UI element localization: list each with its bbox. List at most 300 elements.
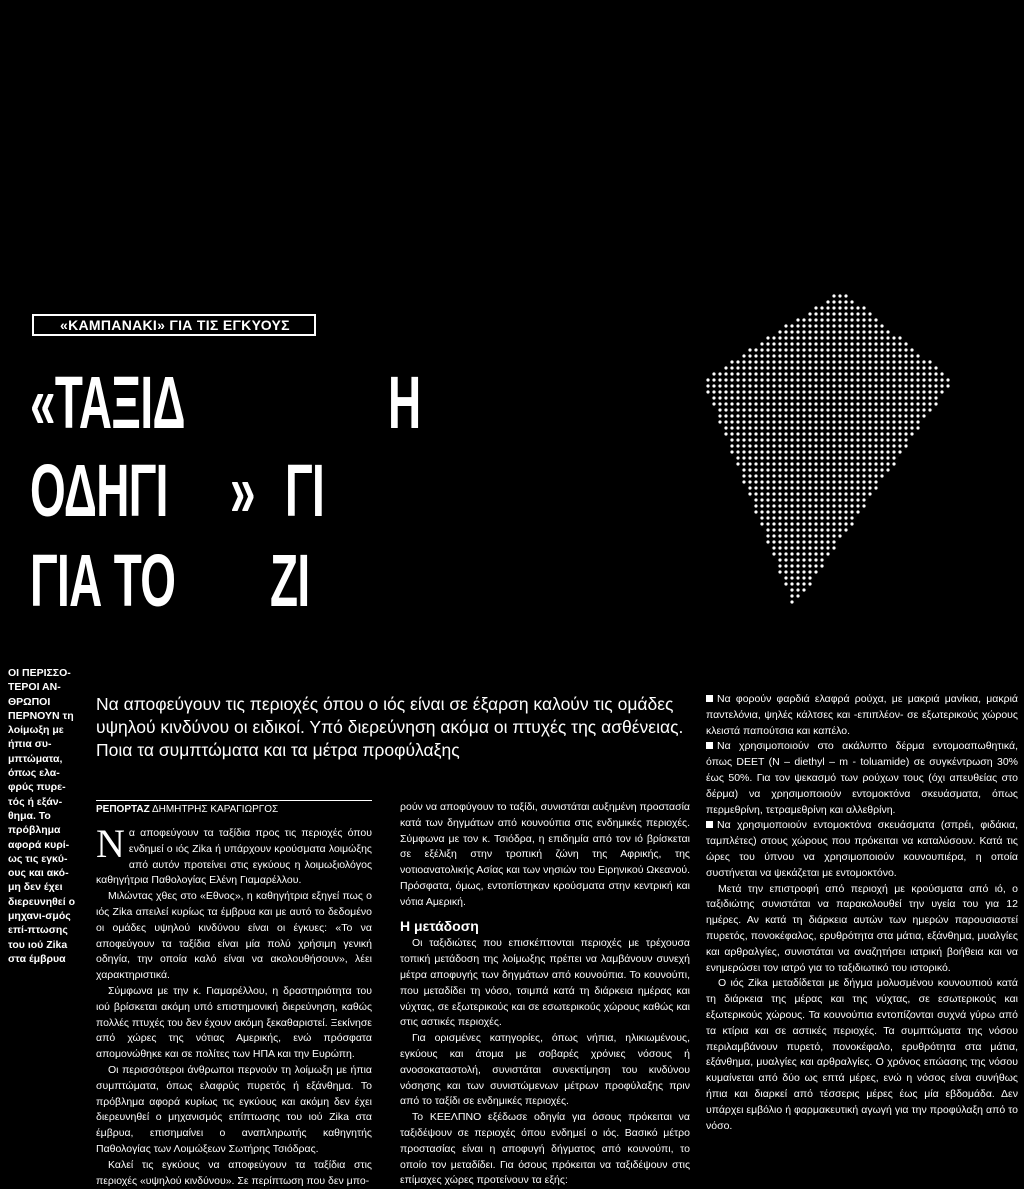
col1-paragraph: Οι περισσότεροι άνθρωποι περνούν τη λοίμωξη με ήπια συμπτώματα, όπως ελαφρύς πυρετός ή εξάνθημα. Το πρόβλημα αφορά κυρίως τις εγκύους και ακόμη δεν έχει διερευνηθεί ο μηχανισμός επίπτωσης του ιού Zika στα έμβρυα, επισημαίνει ο αναπληρωτής καθηγητής Παθολογίας των Λοιμώξεων Σωτήρης Τσιόδρας.: [96, 1063, 372, 1155]
map-dot: [904, 420, 907, 423]
map-dot: [826, 408, 829, 411]
map-dot: [928, 378, 931, 381]
map-dot: [784, 516, 787, 519]
map-dot: [892, 402, 895, 405]
article-column-1: [96, 821, 372, 1189]
map-dot: [784, 438, 787, 441]
map-dot: [760, 468, 763, 471]
map-dot: [808, 438, 811, 441]
map-dot: [796, 564, 799, 567]
map-dot: [784, 414, 787, 417]
map-dot: [850, 426, 853, 429]
map-dot: [808, 396, 811, 399]
map-dot: [820, 462, 823, 465]
map-dot: [886, 438, 889, 441]
map-dot: [862, 456, 865, 459]
map-dot: [772, 516, 775, 519]
map-dot: [802, 522, 805, 525]
map-dot: [826, 342, 829, 345]
map-dot: [880, 444, 883, 447]
map-dot: [790, 534, 793, 537]
map-dot: [808, 426, 811, 429]
map-dot: [802, 426, 805, 429]
map-dot: [868, 396, 871, 399]
map-dot: [754, 396, 757, 399]
map-dot: [802, 450, 805, 453]
map-dot: [838, 420, 841, 423]
map-dot: [844, 318, 847, 321]
map-dot: [850, 354, 853, 357]
map-dot: [718, 408, 721, 411]
map-dot: [844, 366, 847, 369]
map-dot: [772, 336, 775, 339]
map-dot: [910, 366, 913, 369]
map-dot: [826, 324, 829, 327]
map-dot: [796, 522, 799, 525]
map-dot: [940, 390, 943, 393]
map-dot: [754, 426, 757, 429]
map-dot: [760, 348, 763, 351]
map-dot: [802, 588, 805, 591]
map-dot: [886, 384, 889, 387]
map-dot: [910, 432, 913, 435]
map-dot: [850, 372, 853, 375]
map-dot: [880, 336, 883, 339]
map-dot: [784, 480, 787, 483]
map-dot: [760, 486, 763, 489]
map-dot: [790, 456, 793, 459]
map-dot: [802, 390, 805, 393]
map-dot: [892, 396, 895, 399]
map-dot: [790, 414, 793, 417]
map-dot: [784, 366, 787, 369]
map-dot: [712, 390, 715, 393]
map-dot: [802, 378, 805, 381]
map-dot: [718, 396, 721, 399]
map-dot: [862, 348, 865, 351]
byline: [96, 800, 372, 815]
map-dot: [820, 420, 823, 423]
map-dot: [784, 378, 787, 381]
map-dot: [784, 522, 787, 525]
map-dot: [862, 360, 865, 363]
map-dot: [820, 546, 823, 549]
map-dot: [748, 408, 751, 411]
map-dot: [736, 456, 739, 459]
map-dot: [706, 384, 709, 387]
map-dot: [808, 372, 811, 375]
map-dot: [850, 432, 853, 435]
map-dot: [730, 426, 733, 429]
map-dot: [844, 456, 847, 459]
map-dot: [826, 306, 829, 309]
map-dot: [826, 390, 829, 393]
map-dot: [736, 432, 739, 435]
map-dot: [772, 540, 775, 543]
map-dot: [742, 354, 745, 357]
map-dot: [718, 378, 721, 381]
map-dot: [856, 462, 859, 465]
map-dot: [820, 384, 823, 387]
map-dot: [820, 312, 823, 315]
map-dot: [874, 474, 877, 477]
map-dot: [748, 426, 751, 429]
map-dot: [928, 366, 931, 369]
map-dot: [862, 408, 865, 411]
map-dot: [808, 342, 811, 345]
map-dot: [712, 396, 715, 399]
map-dot: [808, 354, 811, 357]
map-dot: [778, 342, 781, 345]
map-dot: [808, 312, 811, 315]
map-dot: [826, 330, 829, 333]
map-dot: [898, 336, 901, 339]
map-dot: [766, 408, 769, 411]
map-dot: [802, 462, 805, 465]
col1-paragraph: Σύμφωνα με την κ. Γιαμαρέλλου, η δραστηριότητα του ιού βρίσκεται ακόμη υπό επιστημονική διερεύνηση, καθώς πολλές πτυχές του δεν έχουν ακόμη ξεκαθαριστεί. Ξεκίνησε από χώρες της νότιας Αμερικής, ενώ πρόσφατα απομονώθηκε και σε πολίτες των ΗΠΑ και την Ευρώπη.: [96, 984, 372, 1061]
map-dot: [784, 540, 787, 543]
col2-paragraph: Για ορισμένες κατηγορίες, όπως νήπια, ηλικιωμένους, εγκύους και άτομα με σοβαρές χρόνιες νόσους ή ανοσοκαταστολή, συνιστάται συνεκτίμηση του κινδύνου νόσησης και των συνιστώμενων μέτρων προφύλαξης πριν από το ταξίδι σε ενδημικές περιοχές.: [400, 1032, 690, 1108]
map-dot: [916, 408, 919, 411]
map-dot: [754, 420, 757, 423]
map-dot: [820, 342, 823, 345]
map-dot: [856, 318, 859, 321]
map-dot: [730, 432, 733, 435]
map-dot: [850, 480, 853, 483]
map-dot: [790, 384, 793, 387]
map-dot: [838, 408, 841, 411]
map-dot: [832, 312, 835, 315]
map-dot: [886, 456, 889, 459]
map-dot: [904, 438, 907, 441]
map-dot: [796, 546, 799, 549]
map-dot: [928, 360, 931, 363]
map-dot: [856, 390, 859, 393]
map-dot: [910, 396, 913, 399]
col1-paragraph: α αποφεύγουν τα ταξίδια προς τις περιοχές όπου ενδημεί ο ιός Zika ή υπάρχουν κρούσματα λοιμώξης από αυτόν προτείνει στις εγκύους η λοιμωξιολόγος καθηγήτρια Παθολογίας Ελένη Γιαμαρέλλου.: [96, 827, 372, 887]
map-dot: [814, 468, 817, 471]
map-dot: [790, 390, 793, 393]
map-dot: [832, 318, 835, 321]
col2-paragraph: Το ΚΕΕΛΠΝΟ εξέδωσε οδηγία για όσους πρόκειται να ταξιδέψουν σε περιοχές όπου ενδημεί ο ιός. Βασικό μέτρο προστασίας είναι η αποφυγή δήγματος από κουνούπι, το οποίο τον μεταδίδει. Για όσους πρόκειται να ταξιδέψουν στις επίμαχες χώρες προτείνουν τα εξής:: [400, 1111, 690, 1187]
map-dot: [868, 354, 871, 357]
map-dot: [910, 348, 913, 351]
map-dot: [904, 342, 907, 345]
map-dot: [790, 408, 793, 411]
map-dot: [904, 360, 907, 363]
map-dot: [856, 348, 859, 351]
map-dot: [856, 342, 859, 345]
map-dot: [886, 354, 889, 357]
map-dot: [820, 306, 823, 309]
map-dot: [928, 396, 931, 399]
map-dot: [850, 306, 853, 309]
map-dot: [868, 486, 871, 489]
map-dot: [802, 336, 805, 339]
map-dot: [742, 444, 745, 447]
map-dot: [832, 492, 835, 495]
map-dot: [730, 366, 733, 369]
map-dot: [802, 456, 805, 459]
map-dot: [784, 468, 787, 471]
map-dot: [910, 378, 913, 381]
map-dot: [844, 510, 847, 513]
map-dot: [808, 582, 811, 585]
map-dot: [916, 384, 919, 387]
map-dot: [796, 384, 799, 387]
map-dot: [796, 408, 799, 411]
map-dot: [844, 402, 847, 405]
map-dot: [868, 456, 871, 459]
map-dot: [742, 402, 745, 405]
map-dot: [850, 504, 853, 507]
map-dot: [808, 498, 811, 501]
map-dot: [832, 378, 835, 381]
map-dot: [814, 324, 817, 327]
map-dot: [898, 444, 901, 447]
map-dot: [784, 576, 787, 579]
map-dot: [862, 390, 865, 393]
map-dot: [808, 420, 811, 423]
map-dot: [922, 402, 925, 405]
col3-paragraph: Μετά την επιστροφή από περιοχή με κρούσματα από ιό, ο ταξιδιώτης συνιστάται να παρακολουθεί την υγεία του για 12 ημέρες. Αν κατά τη διάρκεια αυτών των ημερών παρουσιαστεί πυρετός, πονοκέφαλος, ερυθρότητα στα μάτια, εξάνθημα, μυαλγίες και αρθραλγίες, συνιστάται να αναζητήσει ιατρική βοήθεια και να ενημερώσει τον ιατρό για το ταξιδιωτικό του ιστορικό.: [706, 882, 1018, 974]
map-dot: [826, 318, 829, 321]
map-dot: [850, 384, 853, 387]
map-dot: [838, 390, 841, 393]
map-dot: [760, 432, 763, 435]
map-dot: [844, 528, 847, 531]
map-dot: [820, 408, 823, 411]
map-dot: [862, 402, 865, 405]
map-dot: [796, 444, 799, 447]
map-dot: [850, 462, 853, 465]
map-dot: [880, 396, 883, 399]
bullet-item: Να χρησιμοποιούν εντομοκτόνα σκευάσματα (σπρέι, φιδάκια, ταμπλέτες) στους χώρους που πρόκειται να καταλύσουν. Κατά τις ώρες του ύπνου να χρησιμοποιούν κουνουπιέρα, η οποία συστήνεται να ψεκάζεται με εντομοκτόνο.: [706, 818, 1018, 881]
map-dot: [892, 462, 895, 465]
map-dot: [850, 474, 853, 477]
map-dot: [868, 336, 871, 339]
map-dot: [814, 456, 817, 459]
map-dot: [808, 330, 811, 333]
map-dot: [784, 390, 787, 393]
map-dot: [772, 462, 775, 465]
map-dot: [820, 390, 823, 393]
map-dot: [826, 510, 829, 513]
map-dot: [820, 480, 823, 483]
map-dot: [838, 462, 841, 465]
map-dot: [838, 444, 841, 447]
map-dot: [784, 342, 787, 345]
map-dot: [766, 348, 769, 351]
map-dot: [736, 450, 739, 453]
map-dot: [916, 414, 919, 417]
map-dot: [718, 390, 721, 393]
map-dot: [832, 528, 835, 531]
col3-paragraph: Ο ιός Zika μεταδίδεται με δήγμα μολυσμένου κουνουπιού κατά τη διάρκεια της μέρας και της νύχτας, σε εσωτερικούς και εξωτερικούς χώρους. Τα κουνούπια εντοπίζονται συχνά γύρω από τα κτίρια και σε αστικές περιοχές. Τα συμπτώματα της νόσου περιλαμβάνουν πυρετό, πονοκέφαλο, ερυθρότητα στα μάτια, εξάνθημα, μυαλγίες και αρθραλγίες. Ο χρόνος επώασης της νόσου κυμαίνεται από δύο ως επτά μέρες, ενώ η νόσος είναι συνήθως ήπια και διαρκεί από τέσσερις μέρες έως μία εβδομάδα. Δεν υπάρχει εμβόλιο ή φαρμακευτική αγωγή για την προφύλαξη από το νόσο.: [706, 977, 1018, 1132]
map-dot: [790, 348, 793, 351]
map-dot: [892, 420, 895, 423]
map-dot: [862, 462, 865, 465]
map-dot: [766, 360, 769, 363]
map-dot: [796, 420, 799, 423]
map-dot: [814, 396, 817, 399]
map-dot: [772, 534, 775, 537]
map-dot: [778, 474, 781, 477]
map-dot: [778, 378, 781, 381]
map-dot: [838, 360, 841, 363]
map-dot: [844, 390, 847, 393]
map-dot: [820, 516, 823, 519]
map-dot: [760, 456, 763, 459]
map-dot: [856, 450, 859, 453]
map-dot: [772, 498, 775, 501]
map-dot: [886, 336, 889, 339]
map-dot: [802, 546, 805, 549]
map-dot: [814, 390, 817, 393]
map-dot: [898, 378, 901, 381]
headline-line3-b: ΖΙ: [270, 539, 310, 622]
map-dot: [880, 324, 883, 327]
map-dot: [886, 414, 889, 417]
map-dot: [832, 486, 835, 489]
map-dot: [892, 372, 895, 375]
map-dot: [814, 306, 817, 309]
map-dot: [850, 492, 853, 495]
map-dot: [808, 516, 811, 519]
map-dot: [748, 378, 751, 381]
map-dot: [820, 498, 823, 501]
map-dot: [766, 366, 769, 369]
map-dot: [796, 510, 799, 513]
map-dot: [892, 360, 895, 363]
map-dot: [880, 426, 883, 429]
map-dot: [808, 402, 811, 405]
map-dot: [838, 306, 841, 309]
map-dot: [826, 534, 829, 537]
map-dot: [796, 558, 799, 561]
map-dot: [832, 390, 835, 393]
map-dot: [814, 432, 817, 435]
map-dot: [790, 522, 793, 525]
map-dot: [736, 378, 739, 381]
map-dot: [778, 558, 781, 561]
map-dot: [760, 522, 763, 525]
map-dot: [844, 384, 847, 387]
map-dot: [808, 546, 811, 549]
map-dot: [826, 546, 829, 549]
map-dot: [892, 342, 895, 345]
map-dot: [874, 444, 877, 447]
map-dot: [844, 468, 847, 471]
map-dot: [934, 390, 937, 393]
map-dot: [886, 432, 889, 435]
map-dot: [778, 432, 781, 435]
map-dot: [802, 492, 805, 495]
map-dot: [778, 504, 781, 507]
map-dot: [754, 456, 757, 459]
map-dot: [862, 336, 865, 339]
map-dot: [742, 372, 745, 375]
map-dot: [826, 438, 829, 441]
map-dot: [814, 516, 817, 519]
map-dot: [760, 516, 763, 519]
map-dot: [856, 486, 859, 489]
map-dot: [910, 390, 913, 393]
map-dot: [760, 462, 763, 465]
map-dot: [778, 390, 781, 393]
map-dot: [838, 300, 841, 303]
map-dot: [784, 552, 787, 555]
map-dot: [742, 378, 745, 381]
map-dot: [898, 360, 901, 363]
map-dot: [838, 456, 841, 459]
map-dot: [802, 510, 805, 513]
map-dot: [748, 360, 751, 363]
map-dot: [772, 402, 775, 405]
map-dot: [832, 546, 835, 549]
col1-paragraph: Μιλώντας χθες στο «Εθνος», η καθηγήτρια εξηγεί πως ο ιός Zika απειλεί κυρίως τα έμβρυα και με αυτό το δεδομένο οι ομάδες υψηλού κινδύνου είναι οι έγκυες: «Το να αποφεύγουν τα ταξίδια είναι μία πολύ χρήσιμη γενική οδηγία, την οποία καλό είναι να ακολουθήσουν», λέει χαρακτηριστικά.: [96, 890, 372, 982]
bullet-item: Να χρησιμοποιούν στο ακάλυπτο δέρμα εντομοαπωθητικά, όπως DEET (N – diethyl – m - toluamide) σε συγκέντρωση 30% έως 50%. Για τον ψεκασμό των ρούχων τους (όχι απευθείας στο δέρμα) να χρησιμοποιούν εντομοκτόνα σκευάσματα, όπως περμεθρίνη, τετραμεθρίνη και αλλεθρίνη.: [706, 739, 1018, 818]
map-dot: [748, 438, 751, 441]
map-dot: [910, 384, 913, 387]
map-dot: [868, 318, 871, 321]
map-dot: [844, 432, 847, 435]
map-dot: [820, 528, 823, 531]
map-dot: [724, 414, 727, 417]
map-dot: [850, 408, 853, 411]
map-dot: [880, 366, 883, 369]
map-dot: [892, 438, 895, 441]
map-dot: [808, 336, 811, 339]
map-dot: [862, 444, 865, 447]
map-dot: [796, 360, 799, 363]
map-dot: [754, 360, 757, 363]
map-dot: [820, 558, 823, 561]
map-dot: [802, 444, 805, 447]
map-dot: [892, 450, 895, 453]
map-dot: [802, 474, 805, 477]
map-dot: [760, 474, 763, 477]
map-dot: [844, 342, 847, 345]
map-dot: [820, 432, 823, 435]
map-dot: [874, 336, 877, 339]
map-dot: [844, 336, 847, 339]
map-dot: [868, 312, 871, 315]
map-dot: [766, 432, 769, 435]
map-dot: [820, 378, 823, 381]
sidebar-callout: ΟΙ ΠΕΡΙΣΣΟ-ΤΕΡΟΙ ΑΝ-ΘΡΩΠΟΙ ΠΕΡΝΟΥΝ τη λοίμωξη με ήπια συ-μπτώματα, όπως ελα-φρύς πυρε-τός ή εξάν-θημα. Το πρόβλημα αφορά κυρί-ως τις εγκύ-ους και ακό-μη δεν έχει διερευνηθεί ο μηχανι-σμός επί-πτωσης του ιού Zika στα έμβρυα: [8, 667, 76, 965]
map-dot: [886, 372, 889, 375]
map-dot: [820, 336, 823, 339]
map-dot: [814, 528, 817, 531]
map-dot: [862, 306, 865, 309]
map-dot: [772, 432, 775, 435]
map-dot: [862, 384, 865, 387]
map-dot: [844, 516, 847, 519]
map-dot: [790, 576, 793, 579]
map-dot: [946, 378, 949, 381]
map-dot: [730, 372, 733, 375]
map-dot: [760, 354, 763, 357]
map-dot: [796, 492, 799, 495]
map-dot: [742, 456, 745, 459]
map-dot: [886, 390, 889, 393]
map-dot: [772, 444, 775, 447]
map-dot: [766, 504, 769, 507]
map-dot: [850, 336, 853, 339]
map-dot: [808, 432, 811, 435]
map-dot: [784, 486, 787, 489]
